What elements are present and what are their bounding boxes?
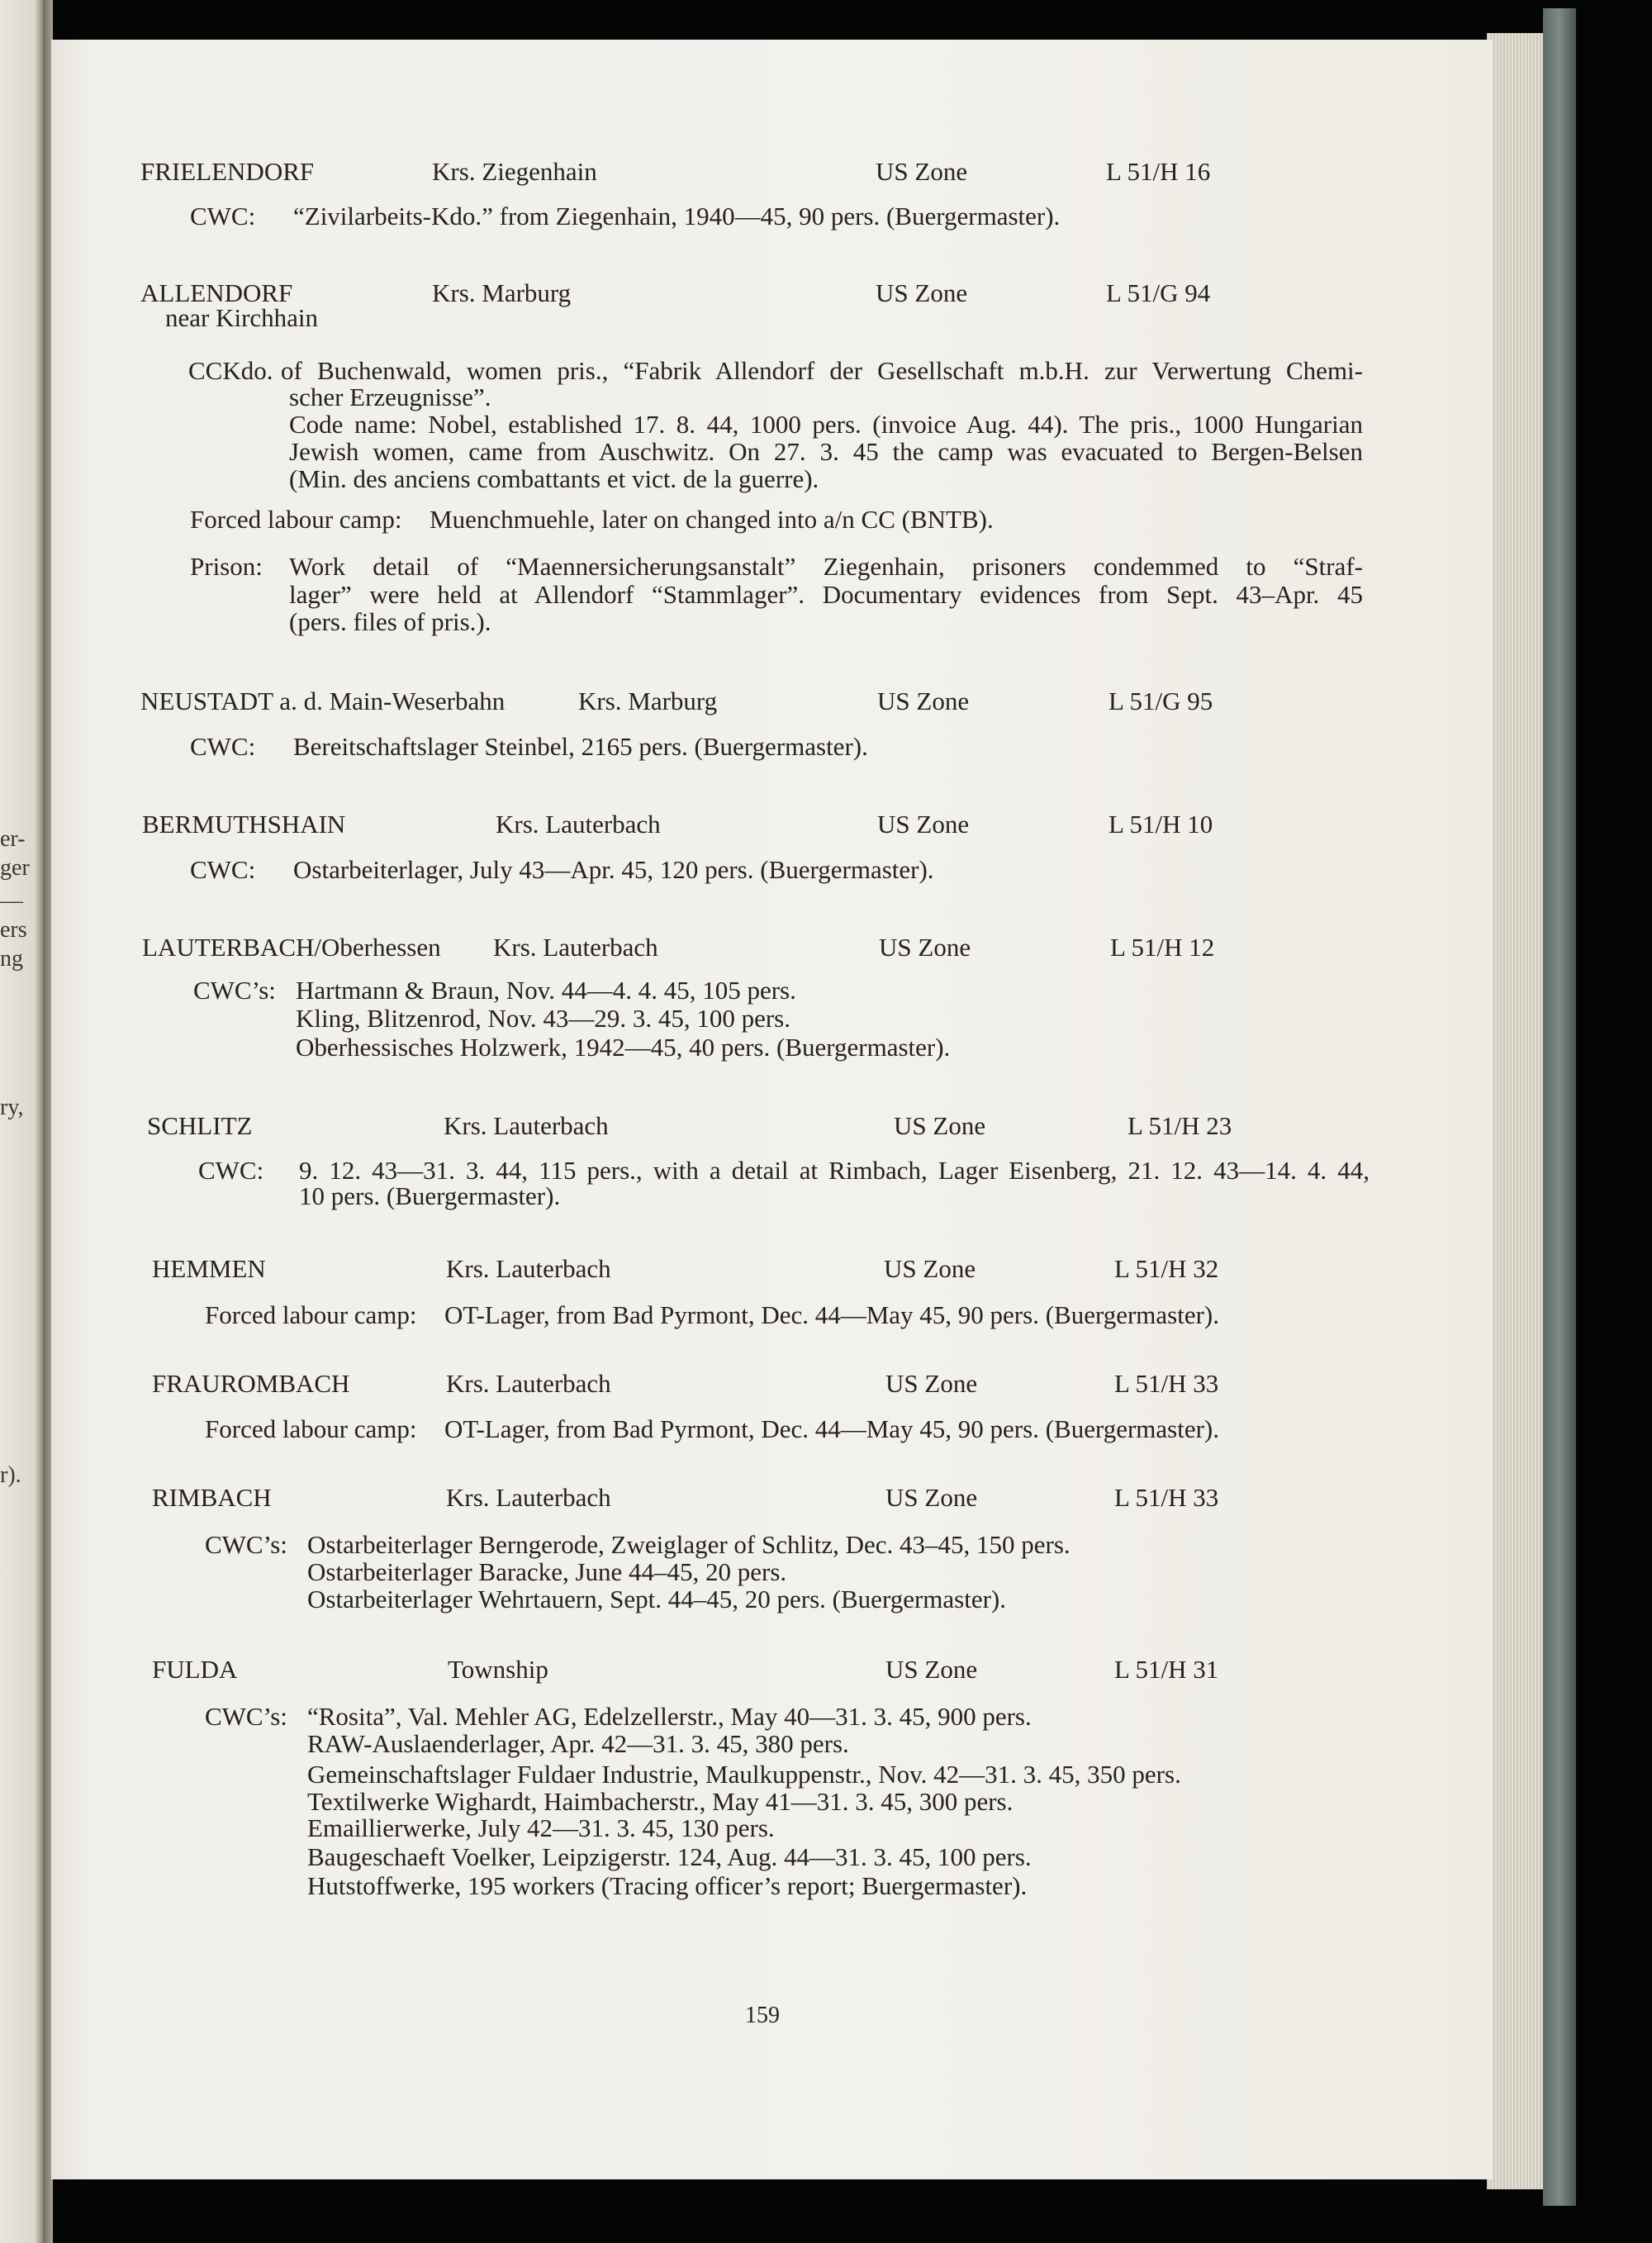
map-ref: L 51/G 94 — [1106, 278, 1211, 307]
place-name: FULDA — [152, 1655, 238, 1684]
map-ref: L 51/H 31 — [1114, 1655, 1219, 1684]
zone: US Zone — [876, 278, 968, 307]
block-line: Ostarbeiterlager Wehrtauern, Sept. 44–45, 20 pers. (Buergermaster). — [307, 1585, 1006, 1613]
map-ref: L 51/H 23 — [1127, 1111, 1232, 1140]
block-line: Work detail of “Maennersicherungsanstalt” Ziegenhain, prisoners condemmed to “Straf- — [289, 552, 1363, 581]
district: Krs. Lauterbach — [496, 810, 661, 839]
zone: US Zone — [885, 1369, 978, 1398]
place-name-sub: near Kirchhain — [165, 303, 319, 332]
zone: US Zone — [877, 810, 970, 839]
block-line: “Rosita”, Val. Mehler AG, Edelzellerstr., May 40—31. 3. 45, 900 pers. — [307, 1702, 1032, 1731]
zone: US Zone — [884, 1254, 976, 1283]
block-line: Ostarbeiterlager, July 43—Apr. 45, 120 pers. (Buergermaster). — [293, 855, 934, 884]
block-line: Hutstoffwerke, 195 workers (Tracing officer’s report; Buergermaster). — [307, 1871, 1028, 1900]
place-name: ALLENDORF — [140, 278, 293, 307]
block-line: “Zivilarbeits-Kdo.” from Ziegenhain, 1940—45, 90 pers. (Buergermaster). — [293, 202, 1061, 230]
district: Krs. Lauterbach — [444, 1111, 609, 1140]
block-line: Bereitschaftslager Steinbel, 2165 pers. (Buergermaster). — [293, 732, 868, 761]
map-ref: L 51/H 33 — [1114, 1483, 1219, 1512]
block-line: 10 pers. (Buergermaster). — [299, 1181, 561, 1210]
block-label: CWC: — [198, 1156, 264, 1185]
place-name: FRIELENDORF — [140, 157, 315, 186]
block-line: Kling, Blitzenrod, Nov. 43—29. 3. 45, 100 pers. — [296, 1004, 790, 1033]
zone: US Zone — [876, 157, 968, 186]
block-line: 9. 12. 43—31. 3. 44, 115 pers., with a detail at Rimbach, Lager Eisenberg, 21. 12. 43—14. 4. 44, — [299, 1156, 1370, 1185]
block-line: Textilwerke Wighardt, Haimbacherstr., May 41—31. 3. 45, 300 pers. — [307, 1787, 1014, 1816]
block-line: Muenchmuehle, later on changed into a/n CC (BNTB). — [430, 505, 994, 534]
block-line: lager” were held at Allendorf “Stammlager”. Documentary evidences from Sept. 43–Apr. 45 — [289, 580, 1363, 609]
zone: US Zone — [894, 1111, 986, 1140]
zone: US Zone — [885, 1483, 978, 1512]
map-ref: L 51/G 95 — [1108, 687, 1213, 715]
block-label: CWC’s: — [205, 1530, 287, 1559]
block-line: Oberhessisches Holzwerk, 1942—45, 40 pers. (Buergermaster). — [296, 1033, 951, 1062]
block-label: CWC’s: — [193, 976, 276, 1005]
place-name: LAUTERBACH/Oberhessen — [142, 933, 441, 962]
district: Krs. Lauterbach — [446, 1369, 611, 1398]
block-label: CWC: — [190, 202, 256, 230]
previous-page-edge — [0, 0, 43, 2243]
place-name: BERMUTHSHAIN — [142, 810, 346, 839]
fragment: ger — [0, 855, 30, 881]
district: Krs. Lauterbach — [493, 933, 658, 962]
district: Krs. Ziegenhain — [432, 157, 597, 186]
district: Krs. Lauterbach — [446, 1483, 611, 1512]
zone: US Zone — [877, 687, 970, 715]
block-label: Prison: — [190, 552, 263, 581]
fragment: r). — [0, 1462, 21, 1488]
map-ref: L 51/H 33 — [1114, 1369, 1219, 1398]
block-line: OT-Lager, from Bad Pyrmont, Dec. 44—May 45, 90 pers. (Buergermaster). — [444, 1300, 1220, 1329]
map-ref: L 51/H 12 — [1110, 933, 1215, 962]
map-ref: L 51/H 32 — [1114, 1254, 1219, 1283]
block-line: Hartmann & Braun, Nov. 44—4. 4. 45, 105 pers. — [296, 976, 796, 1005]
block-label: CWC: — [190, 855, 256, 884]
page-stack-edge — [1487, 33, 1545, 2189]
block-line: Ostarbeiterlager Baracke, June 44–45, 20 pers. — [307, 1557, 787, 1586]
block-line: Code name: Nobel, established 17. 8. 44, 1000 pers. (invoice Aug. 44). The pris., 1000 Hungarian — [289, 410, 1363, 439]
block-label: CWC’s: — [205, 1702, 287, 1731]
block-label: Forced labour camp: — [205, 1414, 417, 1443]
block-line: Gemeinschaftslager Fuldaer Industrie, Maulkuppenstr., Nov. 42—31. 3. 45, 350 pers. — [307, 1760, 1181, 1789]
place-name: SCHLITZ — [147, 1111, 253, 1140]
district: Krs. Marburg — [432, 278, 572, 307]
block-label: Forced labour camp: — [205, 1300, 417, 1329]
zone: US Zone — [885, 1655, 978, 1684]
place-name: HEMMEN — [152, 1254, 266, 1283]
block-line: Jewish women, came from Auschwitz. On 27. 3. 45 the camp was evacuated to Bergen-Belsen — [289, 437, 1363, 466]
map-ref: L 51/H 16 — [1106, 157, 1211, 186]
block-line: RAW-Auslaenderlager, Apr. 42—31. 3. 45, 380 pers. — [307, 1729, 849, 1758]
block-line: Emaillierwerke, July 42—31. 3. 45, 130 pers. — [307, 1813, 775, 1842]
district: Krs. Marburg — [578, 687, 718, 715]
block-line: scher Erzeugnisse”. — [289, 383, 491, 411]
block-label: CWC: — [190, 732, 256, 761]
page-number: 159 — [745, 2003, 780, 2028]
fragment: ers — [0, 917, 27, 943]
block-line: (pers. files of pris.). — [289, 607, 491, 636]
fragment: ng — [0, 946, 23, 972]
block-label: CCKdo. — [188, 356, 273, 385]
district: Township — [448, 1655, 548, 1684]
place-name: RIMBACH — [152, 1483, 272, 1512]
block-line: OT-Lager, from Bad Pyrmont, Dec. 44—May 45, 90 pers. (Buergermaster). — [444, 1414, 1220, 1443]
map-ref: L 51/H 10 — [1108, 810, 1213, 839]
zone: US Zone — [879, 933, 971, 962]
district: Krs. Lauterbach — [446, 1254, 611, 1283]
fragment: ry, — [0, 1095, 24, 1120]
book-cover-edge — [1543, 8, 1576, 2206]
block-line: Ostarbeiterlager Berngerode, Zweiglager of Schlitz, Dec. 43–45, 150 pers. — [307, 1530, 1070, 1559]
block-label: Forced labour camp: — [190, 505, 402, 534]
block-line: (Min. des anciens combattants et vict. de la guerre). — [289, 464, 819, 493]
place-name: NEUSTADT a. d. Main-Weserbahn — [140, 687, 506, 715]
block-line: Baugeschaeft Voelker, Leipzigerstr. 124, Aug. 44—31. 3. 45, 100 pers. — [307, 1842, 1032, 1871]
place-name: FRAUROMBACH — [152, 1369, 350, 1398]
block-line: of Buchenwald, women pris., “Fabrik Allendorf der Gesellschaft m.b.H. zur Verwertung Chemi- — [281, 356, 1363, 385]
fragment: er- — [0, 826, 26, 852]
fragment: — — [0, 888, 23, 914]
